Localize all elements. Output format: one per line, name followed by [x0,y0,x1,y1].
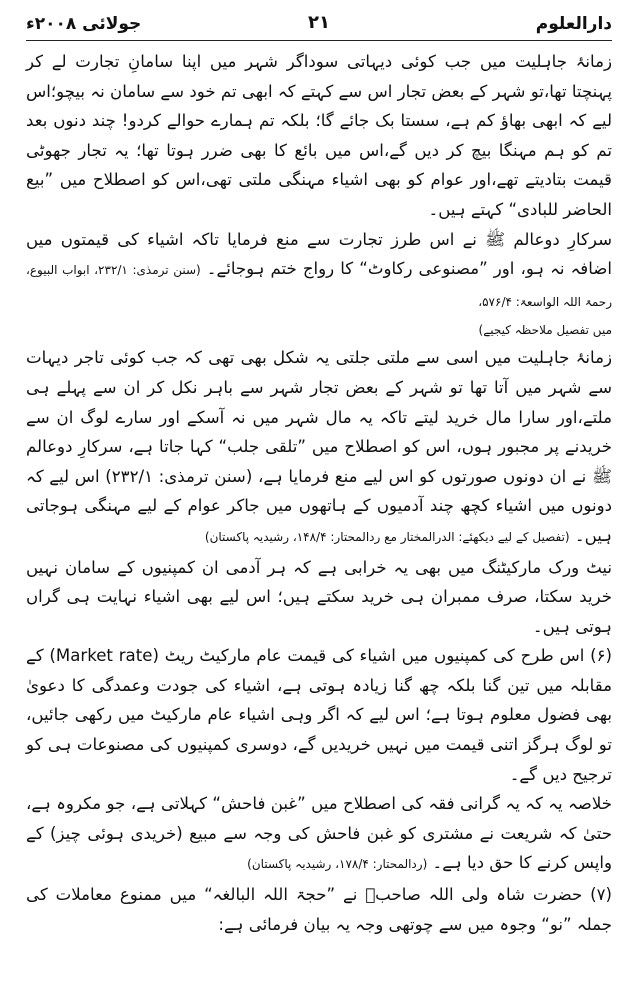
paragraph-text: زمانۂ جاہلیت میں اسی سے ملتی جلتی یہ شکل بھی تھی کہ جب کوئی تاجر دیہات سے شہر میں آتا تھا تو شہر کے بعض تجار شہر سے باہر نکل کر ان سے پہلے ہی ملتے،اور سارا مال خرید لیتے تاکہ یہ مال شہر میں نہ آسکے اور سارے لوگ ان سے خریدنے پر مجبور ہوں، اس کو اصطلاح میں ”تلقی جلب“ کہا جاتا ہے، سرکارِ دوعالم ﷺ نے ان دونوں صورتوں کو اس لیے منع فرمایا ہے، (سنن ترمذی: ۲۳۲/۱) اس لیے کہ دونوں میں اشیاء کچھ چند آدمیوں کے ہاتھوں میں جاکر عوام کے لیے مہنگی ہوجاتی ہیں۔ [26,348,612,545]
paragraph: نیٹ ورک مارکیٹنگ میں بھی یہ خرابی ہے کہ ہر آدمی ان کمپنیوں کے سامان نہیں خرید سکتا، صرف ممبران ہی خرید سکتے ہیں؛ اس لیے بھی اشیاء نہایت ہی گراں ہوتی ہیں۔ [26,557,612,636]
paragraph [26,343,612,552]
reference: میں تفصیل ملاحظہ کیجیے) [478,323,612,338]
paragraph: (۶) اس طرح کی کمپنیوں میں اشیاء کی قیمت عام مارکیٹ ریٹ (Market rate) کے مقابلہ میں تین گنا بلکہ چھ گنا زیادہ ہوتی ہے، اشیاء کی جودت وعمدگی کا دعویٰ بھی فضول معلوم ہوتا ہے؛ اس لیے کہ اگر وہی اشیاء عام مارکیٹ میں رکھی جائیں، تو لوگ ہرگز اتنی قیمت میں نہیں خریدیں گے، دوسری کمپنیوں کی مصنوعات ہی کو ترجیح دیں گے۔ [26,646,612,784]
page-number: ۲۱ [308,12,330,33]
reference: (ردالمحتار: ۱۷۸/۴، رشیدیہ پاکستان) [247,857,428,872]
issue-date: جولائی ۲۰۰۸ء [26,14,142,34]
paragraph: (۷) حضرت شاہ ولی اللہ صاحبؒ نے ”حجۃ اللہ البالغہ“ میں ممنوع معاملات کی جملہ ”نو“ وجوہ میں سے چوتھی وجہ یہ بیان فرمائی ہے: [26,885,612,934]
paragraph: زمانۂ جاہلیت میں جب کوئی دیہاتی سوداگر شہر میں اپنا سامانِ تجارت لے کر پہنچتا تھا،تو شہر کے بعض تجار اس سے کہتے کہ ابھی تم خود سے سامان نہ بیچو؛اس لیے کہ ابھی بھاؤ کم ہے، سستا بک جائے گا؛ بلکہ تم ہمارے حوالے کردو! چند دنوں بعد تم کو ہم مہنگا بیچ کر دیں گے،اس میں بائع کا بھی ضرر ہوتا تھا؛ یہ تجار جھوٹی قیمت بتادیتے تھے،اور عوام کو بھی اشیاء مہنگی ملتی تھی،اس کو اصطلاح میں ”بیع الحاضر للبادی“ کہتے ہیں۔ [26,52,612,219]
article-body [26,47,612,939]
reference: (تفصیل کے لیے دیکھئے: الدرالمختار مع ردالمحتار: ۱۴۸/۴، رشیدیہ پاکستان) [204,529,570,544]
paragraph [26,225,612,318]
paragraph-text: سرکارِ دوعالم ﷺ نے اس طرز تجارت سے منع فرمایا تاکہ اشیاء کی قیمتوں میں اضافہ نہ ہو، اور ”مصنوعی رکاوٹ“ کا رواج ختم ہوجائے۔ [26,229,612,279]
paragraph [26,789,612,880]
journal-name: دارالعلوم [535,14,612,34]
paragraph-text: خلاصہ یہ کہ یہ گرانی فقہ کی اصطلاح میں ”غبن فاحش“ کہلاتی ہے، جو مکروہ ہے، حتیٰ کہ شریعت نے مشتری کو غبن فاحش کی وجہ سے مبیع (خریدی ہوئی چیز) کے واپس کرنے کا حق دیا ہے۔ [26,794,612,873]
page-header [26,10,612,36]
reference: (سنن ترمذی: ۲۳۲/۱، ابواب البیوع، رحمۃ اللہ الواسعۃ: ۵۷۶/۴، [26,263,612,309]
header-rule [26,40,612,41]
